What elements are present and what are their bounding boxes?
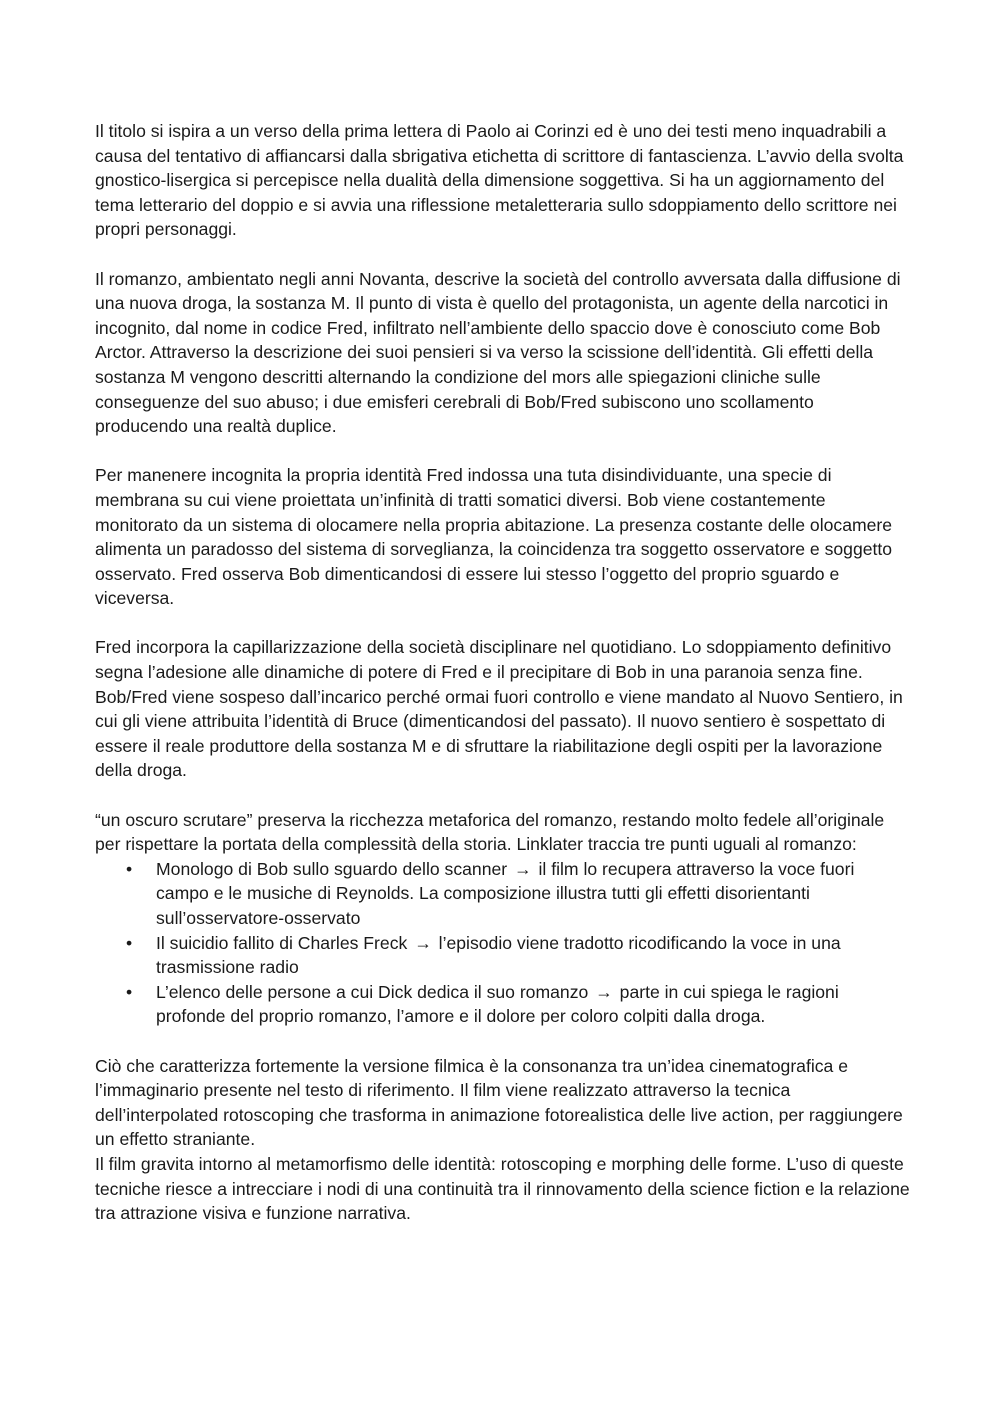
bullet-icon: • xyxy=(126,858,133,879)
list-item-detail: parte in cui spiega le ragioni profonde del proprio romanzo, l’amore e il dolore per coloro colpiti dalla droga. xyxy=(156,981,839,1027)
right-arrow-icon: → xyxy=(414,932,432,953)
paragraph-film-adaptation: “un oscuro scrutare” preserva la ricchezza metaforica del romanzo, restando molto fedele all’originale per rispettare la portata della complessità della storia. Linklater traccia tre punti uguali al romanzo: xyxy=(95,809,885,855)
list-item-subject: Il suicidio fallito di Charles Freck xyxy=(156,932,408,953)
list-item xyxy=(95,857,910,931)
paragraph-split-identity: Fred incorpora la capillarizzazione della società disciplinare nel quotidiano. Lo sdoppiamento definitivo segna l’adesione alle dinamiche di potere di Fred e il precipitare di Bob in una paranoia senza fine. Bob/Fred viene sospeso dall’incarico perché ormai fuori controllo e viene mandato al Nuovo Sentiero, in cui gli viene attribuita l’identità di Bruce (dimenticandosi del passato). Il nuovo sentiero è sospettato di essere il reale produttore della sostanza M e di sfruttare la riabilitazione degli ospiti per la lavorazione della droga. xyxy=(95,637,903,781)
right-arrow-icon: → xyxy=(514,858,532,879)
list-item-detail: l’episodio viene tradotto ricodificando la voce in una trasmissione radio xyxy=(156,932,841,978)
paragraph-title-origin: Il titolo si ispira a un verso della prima lettera di Paolo ai Corinzi ed è uno dei testi meno inquadrabili a causa del tentativo di affiancarsi dalla sbrigativa etichetta di scrittore di fantascienza. L’avvio della svolta gnostico-lisergica si percepisce nella dualità della dimensione soggettiva. Si ha un aggiornamento del tema letterario del doppio e si avvia una riflessione metaletteraria sullo sdoppiamento dello scrittore nei propri personaggi. xyxy=(95,121,904,240)
list-item-detail: il film lo recupera attraverso la voce fuori campo e le musiche di Reynolds. La composizione illustra tutti gli effetti disorientanti sull’osservatore-osservato xyxy=(156,858,855,928)
paragraph-surveillance: Per manenere incognita la propria identità Fred indossa una tuta disindividuante, una specie di membrana su cui viene proiettata un’infinità di tratti somatici diversi. Bob viene costantemente monitorato da un sistema di olocamere nella propria abitazione. La presenza costante delle olocamere alimenta un paradosso del sistema di sorveglianza, la coincidenza tra soggetto osservatore e soggetto osservato. Fred osserva Bob dimenticandosi di essere lui stesso l’oggetto del proprio sguardo e viceversa. xyxy=(95,465,893,609)
bullet-icon: • xyxy=(126,932,133,953)
list-item xyxy=(95,980,910,1029)
list-item-subject: L’elenco delle persone a cui Dick dedica il suo romanzo xyxy=(156,981,589,1002)
bullet-icon: • xyxy=(126,981,133,1002)
paragraph-film-technique: Ciò che caratterizza fortemente la versione filmica è la consonanza tra un’idea cinematografica e l’immaginario presente nel testo di riferimento. Il film viene realizzato attraverso la tecnica dell’interpolated rotoscoping che trasforma in animazione fotorealistica delle live action, per raggiungere un effetto straniante. xyxy=(95,1055,903,1150)
right-arrow-icon: → xyxy=(595,981,613,1002)
list-item-subject: Monologo di Bob sullo sguardo dello scanner xyxy=(156,858,508,879)
document-body xyxy=(95,119,910,1226)
paragraph-plot: Il romanzo, ambientato negli anni Novanta, descrive la società del controllo avversata dalla diffusione di una nuova droga, la sostanza M. Il punto di vista è quello del protagonista, un agente della narcotici in incognito, dal nome in codice Fred, infiltrato nell’ambiente dello spaccio dove è conosciuto come Bob Arctor. Attraverso la descrizione dei suoi pensieri si va verso la scissione dell’identità. Gli effetti della sostanza M vengono descritti alternando la condizione del mors alle spiegazioni cliniche sulle conseguenze del suo abuso; i due emisferi cerebrali di Bob/Fred subiscono uno scollamento producendo una realtà duplice. xyxy=(95,268,901,437)
paragraph-metamorphism: Il film gravita intorno al metamorfismo delle identità: rotoscoping e morphing delle forme. L’uso di queste tecniche riesce a intrecciare i nodi di una continuità tra il rinnovamento della science fiction e la relazione tra attrazione visiva e funzione narrativa. xyxy=(95,1153,910,1224)
bullet-list xyxy=(95,857,910,1029)
list-item xyxy=(95,931,910,980)
